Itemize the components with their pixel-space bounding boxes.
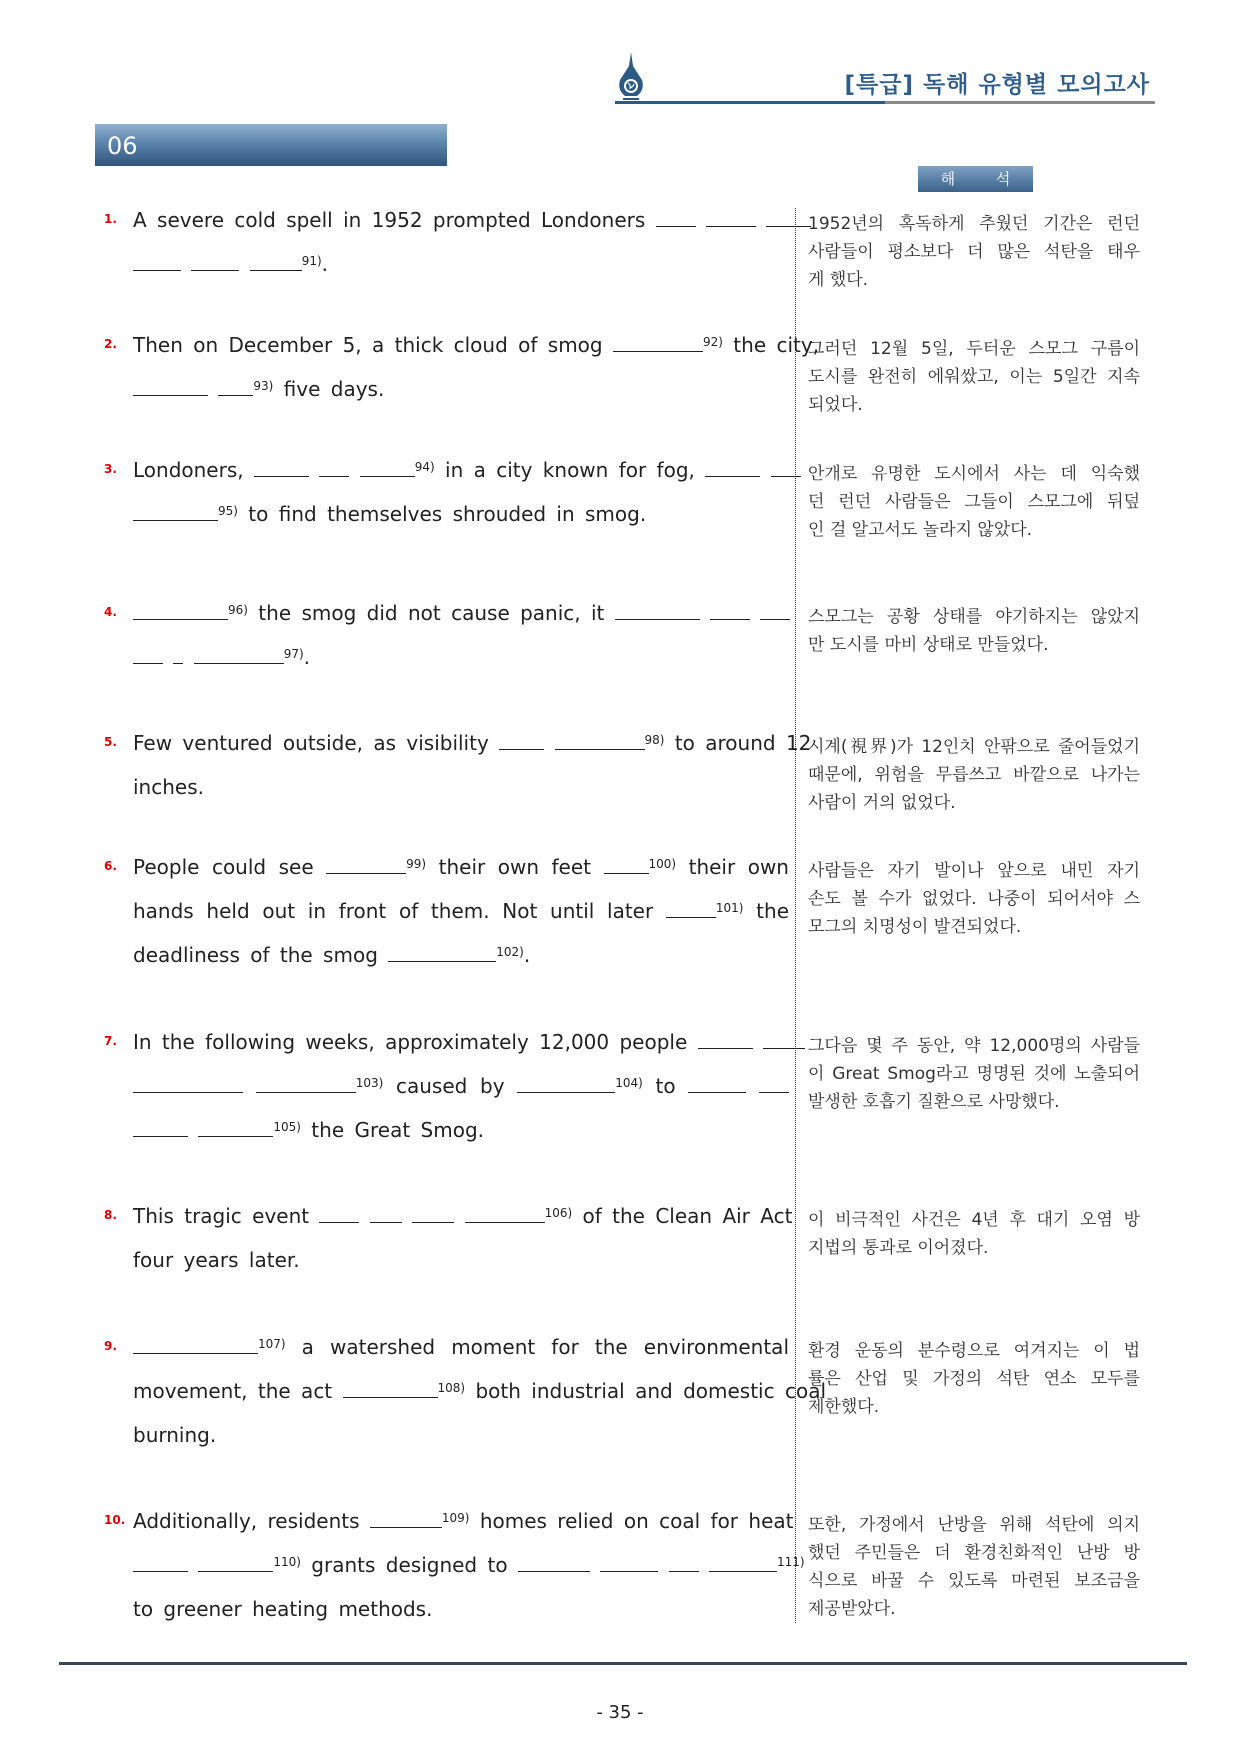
sentence-line: $^{91)}$. (133, 252, 789, 276)
sentence-line: inches. (133, 775, 204, 799)
blank-number: 110) (273, 1555, 301, 1569)
sentence-line: A severe cold spell in 1952 prompted Londoners (133, 208, 789, 232)
sentence-line: $^{107)}$ a watershed moment for the environmental (133, 1335, 789, 1359)
answer-blank[interactable] (412, 1204, 454, 1223)
translation-line: 되었다. (808, 395, 863, 415)
blank-number: 92) (702, 335, 723, 349)
sentence-line: movement, the act $^{108)}$ both industrial and domestic coal (133, 1379, 827, 1403)
item-number: 5. (104, 735, 117, 749)
item-number: 10. (104, 1513, 126, 1527)
sentence-line: This tragic event $^{106)}$ of the Clean Air Act (133, 1204, 793, 1228)
korean-translation (808, 1032, 1140, 1116)
answer-blank[interactable] (669, 1553, 699, 1572)
answer-blank[interactable] (666, 899, 716, 918)
translation-line: 만 도시를 마비 상태로 만들었다. (808, 635, 1049, 655)
answer-blank[interactable] (133, 1074, 243, 1093)
answer-blank[interactable] (360, 458, 415, 477)
answer-blank[interactable] (133, 1553, 188, 1572)
answer-blank[interactable] (198, 1118, 273, 1137)
answer-blank[interactable] (600, 1553, 658, 1572)
translation-line: 사람들은 자기 발이나 앞으로 내민 자기 (808, 861, 1140, 881)
translation-line: 제공받았다. (808, 1599, 896, 1619)
footer-rule (59, 1662, 1187, 1665)
answer-blank[interactable] (370, 1509, 442, 1528)
blank-number: 104) (615, 1076, 643, 1090)
translation-line: 제한했다. (808, 1397, 880, 1417)
translation-line: 사람들이 평소보다 더 많은 석탄을 태우 (808, 242, 1140, 262)
sentence-line: $^{103)}$ caused by $^{104)}$ to (133, 1074, 789, 1098)
item-number: 8. (104, 1208, 117, 1222)
item-number: 1. (104, 212, 117, 226)
answer-blank[interactable] (688, 1074, 746, 1093)
translation-line: 그러던 12월 5일, 두터운 스모그 구름이 (808, 339, 1140, 359)
answer-blank[interactable] (706, 208, 756, 227)
blank-number: 99) (406, 857, 427, 871)
answer-blank[interactable] (133, 645, 163, 664)
answer-blank[interactable] (319, 458, 349, 477)
item-number: 3. (104, 462, 117, 476)
answer-blank[interactable] (705, 458, 760, 477)
sentence-line: $^{105)}$ the Great Smog. (133, 1118, 789, 1142)
sentence-line: hands held out in front of them. Not until later $^{101)}$ the (133, 899, 789, 923)
sentence-line: $^{97)}$. (133, 645, 789, 669)
answer-blank[interactable] (370, 1204, 402, 1223)
answer-blank[interactable] (760, 601, 790, 620)
sentence-line: $^{95)}$ to find themselves shrouded in smog. (133, 502, 789, 526)
column-divider (795, 208, 796, 1623)
item-number: 2. (104, 337, 117, 351)
answer-blank[interactable] (499, 731, 544, 750)
translation-line: 사람이 거의 없었다. (808, 793, 956, 813)
blank-number: 93) (253, 379, 274, 393)
answer-blank[interactable] (133, 1118, 188, 1137)
blank-number: 111) (777, 1555, 805, 1569)
translation-line: 도시를 완전히 에워쌌고, 이는 5일간 지속 (808, 367, 1140, 387)
header-title: [특급] 독해 유형별 모의고사 (844, 72, 1150, 98)
answer-blank[interactable] (256, 1074, 356, 1093)
answer-blank[interactable] (604, 855, 649, 874)
sentence-line: $^{93)}$ five days. (133, 377, 789, 401)
translation-line: 안개로 유명한 도시에서 사는 데 익숙했 (808, 464, 1140, 484)
translation-line: 식으로 바꿀 수 있도록 마련된 보조금을 (808, 1571, 1140, 1591)
translation-line: 때문에, 위험을 무릅쓰고 바깥으로 나가는 (808, 765, 1140, 785)
blank-number: 106) (544, 1206, 573, 1220)
answer-blank[interactable] (343, 1379, 438, 1398)
answer-blank[interactable] (709, 1553, 777, 1572)
translation-line: 시계(視界)가 12인치 안팎으로 줄어들었기 (808, 737, 1140, 757)
blank-number: 108) (437, 1381, 466, 1395)
answer-blank[interactable] (465, 1204, 545, 1223)
blank-number: 107) (258, 1337, 286, 1351)
blank-number: 100) (648, 857, 677, 871)
sentence-line: In the following weeks, approximately 12,000 people (133, 1030, 789, 1054)
answer-blank[interactable] (191, 252, 239, 271)
answer-blank[interactable] (518, 1553, 590, 1572)
blank-number: 98) (644, 733, 665, 747)
blank-number: 103) (355, 1076, 384, 1090)
answer-blank[interactable] (763, 1030, 805, 1049)
korean-translation (808, 733, 1140, 817)
answer-blank[interactable] (173, 645, 183, 664)
sentence-line: burning. (133, 1423, 217, 1447)
translation-line: 률은 산업 및 가정의 석탄 연소 모두를 (808, 1369, 1140, 1389)
korean-translation (808, 335, 1140, 419)
blank-number: 101) (715, 901, 744, 915)
page-number: - 35 - (596, 1702, 644, 1723)
answer-blank[interactable] (710, 601, 750, 620)
translation-line: 발생한 호흡기 질환으로 사망했다. (808, 1092, 1060, 1112)
answer-blank[interactable] (133, 502, 218, 521)
translation-line: 또한, 가정에서 난방을 위해 석탄에 의지 (808, 1515, 1140, 1535)
header-rule (615, 101, 885, 104)
blank-number: 94) (414, 460, 435, 474)
answer-blank[interactable] (613, 333, 703, 352)
blank-number: 109) (441, 1511, 470, 1525)
blank-number: 102) (496, 945, 524, 959)
blank-number: 95) (218, 504, 238, 518)
sentence-line: deadliness of the smog $^{102)}$. (133, 943, 531, 967)
answer-blank[interactable] (326, 855, 406, 874)
item-number: 4. (104, 605, 117, 619)
korean-translation (808, 460, 1140, 544)
answer-blank[interactable] (771, 458, 801, 477)
translation-line: 스모그는 공황 상태를 야기하지는 않았지 (808, 607, 1140, 627)
answer-blank[interactable] (194, 645, 284, 664)
korean-translation (808, 603, 1140, 659)
translation-line: 이 비극적인 사건은 4년 후 대기 오염 방 (808, 1210, 1140, 1230)
answer-blank[interactable] (759, 1074, 789, 1093)
answer-blank[interactable] (698, 1030, 753, 1049)
sentence-line: to greener heating methods. (133, 1597, 433, 1621)
translation-line: 1952년의 혹독하게 추웠던 기간은 런던 (808, 214, 1140, 234)
translation-line: 그다음 몇 주 동안, 약 12,000명의 사람들 (808, 1036, 1140, 1056)
korean-translation (808, 1511, 1140, 1623)
korean-translation (808, 857, 1140, 941)
translation-line: 게 했다. (808, 270, 869, 290)
answer-blank[interactable] (250, 252, 302, 271)
answer-blank[interactable] (254, 458, 309, 477)
translation-label: 해 석 (918, 166, 1033, 192)
korean-translation (808, 1206, 1140, 1262)
sentence-line: Few ventured outside, as visibility $^{98)}$ to around 12 (133, 731, 812, 755)
item-number: 9. (104, 1339, 117, 1353)
section-number-bar (95, 124, 447, 166)
sentence-line: $^{96)}$ the smog did not cause panic, it (133, 601, 789, 625)
sentence-line: four years later. (133, 1248, 300, 1272)
item-number: 6. (104, 859, 117, 873)
header-rule-grey (885, 101, 1155, 104)
translation-line: 던 런던 사람들은 그들이 스모그에 뒤덮 (808, 492, 1140, 512)
answer-blank[interactable] (319, 1204, 359, 1223)
blank-number: 91) (301, 254, 322, 268)
fountain-pen-globe-icon (615, 50, 647, 102)
korean-translation (808, 210, 1140, 294)
answer-blank[interactable] (517, 1074, 615, 1093)
translation-line: 했던 주민들은 더 환경친화적인 난방 방 (808, 1543, 1140, 1563)
blank-number: 97) (283, 647, 304, 661)
answer-blank[interactable] (133, 252, 181, 271)
section-number: 06 (107, 132, 138, 160)
sentence-line: Londoners, $^{94)}$ in a city known for fog, (133, 458, 789, 482)
translation-line: 지법의 통과로 이어졌다. (808, 1238, 989, 1258)
translation-line: 환경 운동의 분수령으로 여겨지는 이 법 (808, 1341, 1140, 1361)
sentence-line: Then on December 5, a thick cloud of smog $^{92)}$ the city, (133, 333, 820, 357)
answer-blank[interactable] (555, 731, 645, 750)
translation-line: 인 걸 알고서도 놀라지 않았다. (808, 520, 1033, 540)
answer-blank[interactable] (388, 943, 496, 962)
blank-number: 105) (273, 1120, 301, 1134)
answer-blank[interactable] (766, 208, 811, 227)
item-number: 7. (104, 1034, 117, 1048)
blank-number: 96) (228, 603, 248, 617)
answer-blank[interactable] (133, 377, 208, 396)
sentence-line: People could see $^{99)}$ their own feet $^{100)}$ their own (133, 855, 789, 879)
answer-blank[interactable] (133, 601, 228, 620)
answer-blank[interactable] (615, 601, 700, 620)
answer-blank[interactable] (656, 208, 696, 227)
sentence-line: $^{110)}$ grants designed to $^{111)}$ (133, 1553, 789, 1577)
translation-line: 이 Great Smog라고 명명된 것에 노출되어 (808, 1064, 1140, 1084)
answer-blank[interactable] (218, 377, 253, 396)
translation-line: 모그의 치명성이 발견되었다. (808, 917, 1022, 937)
sentence-line: Additionally, residents $^{109)}$ homes relied on coal for heat (133, 1509, 794, 1533)
answer-blank[interactable] (133, 1335, 258, 1354)
translation-line: 손도 볼 수가 없었다. 나중이 되어서야 스 (808, 889, 1140, 909)
answer-blank[interactable] (198, 1553, 273, 1572)
korean-translation (808, 1337, 1140, 1421)
